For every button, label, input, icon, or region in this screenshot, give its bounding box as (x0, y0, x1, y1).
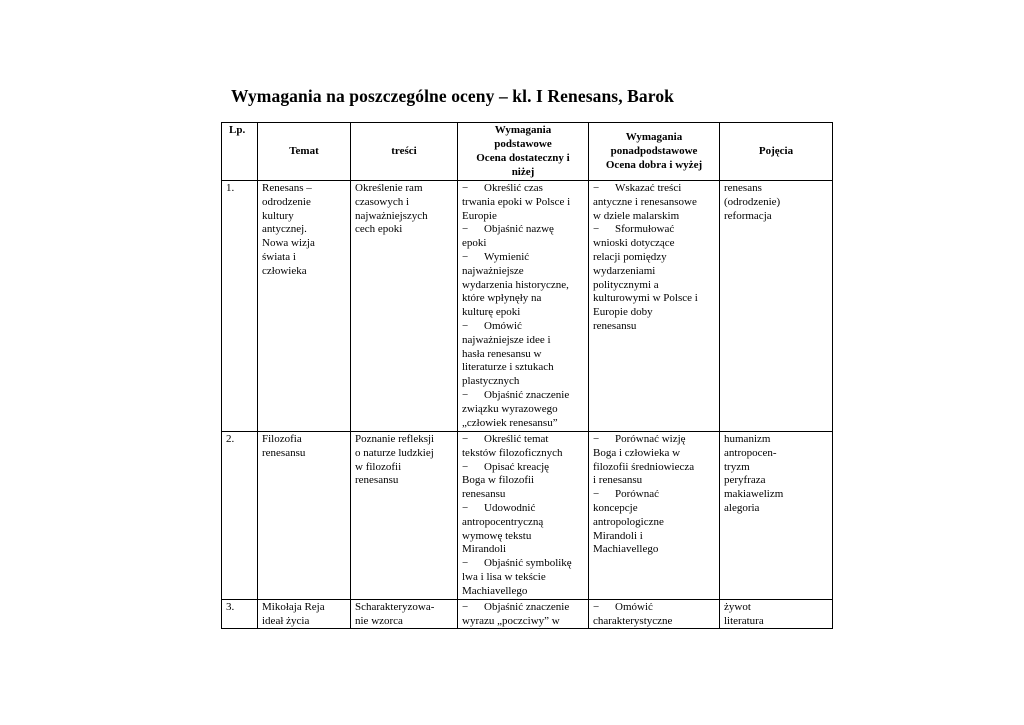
bullet-dash: − (462, 501, 469, 514)
cell-line: cech epoki (355, 223, 403, 236)
bullet-dash: − (593, 433, 600, 445)
cell-pojecia (720, 432, 833, 600)
bullet-text: literaturze i sztukach (462, 361, 554, 374)
cell-bullets (593, 182, 716, 334)
bullet-text: Sformułować (615, 223, 675, 236)
cell-lines (724, 601, 829, 628)
cell-tresci (351, 181, 458, 432)
row-number: 2. (222, 432, 258, 600)
bullet-text: wnioski dotyczące (593, 237, 675, 250)
bullet-text: Omówić (484, 319, 522, 332)
bullet-text: Machiavellego (462, 584, 528, 597)
bullet-text: Omówić (615, 601, 653, 613)
cell-line: (odrodzenie) (724, 195, 781, 208)
bullet-text: Boga i człowieka w (593, 446, 681, 459)
bullet-text: Objaśnić znaczenie (484, 601, 570, 613)
bullet-text: Boga w filozofii (462, 474, 535, 487)
bullet-item-continuation (462, 571, 585, 585)
bullet-item-continuation (593, 251, 716, 265)
bullet-text: wyrazu „poczciwy” w (462, 614, 560, 627)
bullet-item-continuation (593, 447, 716, 461)
header-ponadpodstawowe-line: Ocena dobra i wyżej (605, 158, 703, 171)
bullet-item-continuation (462, 237, 585, 251)
cell-temat (258, 432, 351, 600)
cell-podstawowe (458, 432, 589, 600)
bullet-text: Udowodnić (484, 501, 536, 514)
bullet-text: antropocentryczną (462, 515, 544, 528)
bullet-item-continuation (462, 265, 585, 279)
cell-line: nie wzorca (355, 614, 403, 627)
cell-line: Poznanie refleksji (355, 433, 435, 445)
bullet-item-continuation (462, 516, 585, 530)
bullet-text: tekstów filozoficznych (462, 446, 563, 459)
bullet-text: Określić temat (484, 433, 549, 445)
bullet-text: Wymienić (484, 250, 530, 263)
bullet-text: renesansu (593, 319, 637, 332)
bullet-text: najważniejsze (462, 264, 524, 277)
header-ponadpodstawowe-line: Wymagania (625, 131, 683, 144)
row-number: 1. (222, 181, 258, 432)
bullet-text: Wskazać treści (615, 182, 682, 194)
bullet-item-continuation (462, 196, 585, 210)
bullet-item-continuation (462, 530, 585, 544)
bullet-dash: − (462, 433, 469, 445)
bullet-item (593, 433, 716, 447)
bullet-item-continuation (593, 210, 716, 224)
bullet-item (462, 433, 585, 447)
cell-lines (262, 601, 347, 628)
cell-line: renesans (724, 182, 762, 194)
bullet-text: Porównać (615, 488, 659, 501)
bullet-text: hasła renesansu w (462, 347, 542, 360)
bullet-text: renesansu (462, 488, 506, 501)
bullet-item-continuation (462, 375, 585, 389)
table-row (222, 181, 833, 432)
header-temat: Temat (258, 123, 351, 181)
cell-temat (258, 600, 351, 629)
cell-line: antycznej. (262, 223, 307, 236)
bullet-dash: − (462, 223, 469, 236)
table-header-row (222, 123, 833, 181)
cell-line: świata i (262, 250, 296, 263)
bullet-text: „człowiek renesansu” (462, 416, 558, 429)
bullet-item-continuation (462, 348, 585, 362)
cell-bullets (462, 601, 585, 628)
bullet-item-continuation (462, 334, 585, 348)
bullet-dash: − (593, 488, 600, 501)
cell-lines (262, 433, 347, 461)
bullet-item-continuation (593, 306, 716, 320)
bullet-text: epoki (462, 237, 487, 250)
bullet-text: lwa i lisa w tekście (462, 570, 546, 583)
bullet-text: wydarzenia historyczne, (462, 278, 569, 291)
cell-line: czasowych i (355, 195, 410, 208)
cell-pojecia (720, 600, 833, 629)
cell-temat (258, 181, 351, 432)
bullet-item (593, 488, 716, 502)
cell-line: najważniejszych (355, 209, 428, 222)
bullet-text: Objaśnić nazwę (484, 223, 554, 236)
bullet-item (593, 182, 716, 196)
bullet-text: najważniejsze idee i (462, 333, 551, 346)
bullet-dash: − (462, 388, 469, 401)
bullet-dash: − (462, 182, 469, 194)
cell-line: peryfraza (724, 474, 766, 487)
bullet-text: i renesansu (593, 474, 643, 487)
bullet-text: trwania epoki w Polsce i (462, 195, 571, 208)
bullet-item-continuation (593, 237, 716, 251)
bullet-item (462, 182, 585, 196)
bullet-text: w dziele malarskim (593, 209, 680, 222)
bullet-item (462, 601, 585, 615)
bullet-text: Objaśnić znaczenie (484, 388, 570, 401)
bullet-item-continuation (462, 585, 585, 599)
bullet-item-continuation (462, 279, 585, 293)
bullet-text: Objaśnić symbolikę (484, 557, 572, 570)
bullet-item-continuation (462, 474, 585, 488)
cell-lines (355, 601, 454, 628)
cell-line: alegoria (724, 501, 760, 514)
bullet-text: Określić czas (484, 182, 543, 194)
cell-line: Mikołaja Reja (262, 601, 325, 613)
bullet-text: Mirandoli (462, 543, 506, 556)
bullet-dash: − (462, 319, 469, 332)
bullet-item (593, 223, 716, 237)
header-podstawowe-line: Ocena dostateczny i (476, 152, 570, 164)
bullet-item-continuation (593, 196, 716, 210)
bullet-text: plastycznych (462, 375, 520, 388)
bullet-item-continuation (593, 279, 716, 293)
bullet-item (462, 320, 585, 334)
bullet-dash: − (593, 223, 600, 236)
cell-line: Renesans – (262, 182, 312, 194)
cell-lines (724, 182, 829, 223)
bullet-text: Machiavellego (593, 543, 659, 556)
requirements-table (221, 122, 833, 629)
cell-bullets (462, 182, 585, 430)
bullet-item-continuation (462, 543, 585, 557)
cell-tresci (351, 432, 458, 600)
header-podstawowe-line: podstawowe (494, 138, 552, 151)
bullet-item-continuation (462, 361, 585, 375)
cell-podstawowe (458, 181, 589, 432)
cell-line: kultury (262, 209, 294, 222)
bullet-text: charakterystyczne (593, 614, 673, 627)
document-title: Wymagania na poszczególne oceny – kl. I Renesans, Barok (231, 86, 675, 106)
bullet-text: Mirandoli i (593, 529, 643, 542)
bullet-text: koncepcje (593, 501, 638, 514)
cell-line: tryzm (724, 460, 750, 473)
bullet-item-continuation (593, 461, 716, 475)
row-number: 3. (222, 600, 258, 629)
bullet-item (462, 251, 585, 265)
bullet-text: kulturę epoki (462, 306, 521, 319)
bullet-item-continuation (593, 502, 716, 516)
bullet-item (462, 389, 585, 403)
bullet-item-continuation (462, 488, 585, 502)
bullet-item-continuation (593, 543, 716, 557)
header-lp: Lp. (222, 123, 258, 181)
bullet-item-continuation (593, 265, 716, 279)
cell-lines (262, 182, 347, 279)
cell-line: literatura (724, 614, 764, 627)
cell-line: żywot (724, 601, 751, 613)
bullet-item-continuation (593, 320, 716, 334)
cell-line: odrodzenie (262, 195, 311, 208)
bullet-text: relacji pomiędzy (593, 250, 667, 263)
bullet-item-continuation (593, 474, 716, 488)
cell-tresci (351, 600, 458, 629)
bullet-dash: − (462, 601, 469, 613)
bullet-text: Opisać kreację (484, 460, 550, 473)
bullet-dash: − (462, 250, 469, 263)
cell-line: humanizm (724, 433, 771, 445)
table-row (222, 600, 833, 629)
bullet-item-continuation (462, 403, 585, 417)
cell-ponadpodstawowe (589, 432, 720, 600)
cell-bullets (593, 433, 716, 557)
cell-line: reformacja (724, 209, 772, 222)
bullet-text: kulturowymi w Polsce i (593, 292, 698, 305)
bullet-text: związku wyrazowego (462, 402, 558, 415)
header-tresci: treści (351, 123, 458, 181)
bullet-item-continuation (593, 530, 716, 544)
bullet-text: politycznymi a (593, 278, 659, 291)
bullet-item-continuation (462, 210, 585, 224)
bullet-item (462, 461, 585, 475)
bullet-item (593, 601, 716, 615)
bullet-dash: − (593, 601, 600, 613)
header-podstawowe (458, 123, 589, 181)
header-pojecia: Pojęcia (720, 123, 833, 181)
bullet-text: antropologiczne (593, 515, 664, 528)
bullet-item-continuation (593, 516, 716, 530)
bullet-text: które wpłynęły na (462, 292, 542, 305)
bullet-text: filozofii średniowiecza (593, 460, 695, 473)
header-podstawowe-line: Wymagania (494, 124, 552, 137)
cell-line: antropocen- (724, 446, 777, 459)
bullet-dash: − (462, 557, 469, 570)
cell-line: o naturze ludzkiej (355, 446, 434, 459)
cell-line: w filozofii (355, 460, 402, 473)
bullet-item-continuation (462, 292, 585, 306)
cell-line: renesansu (355, 474, 399, 487)
bullet-item (462, 223, 585, 237)
bullet-item (462, 557, 585, 571)
cell-bullets (462, 433, 585, 599)
cell-line: makiawelizm (724, 488, 784, 501)
bullet-dash: − (462, 460, 469, 473)
cell-bullets (593, 601, 716, 628)
cell-line: człowieka (262, 264, 307, 277)
bullet-item (462, 502, 585, 516)
bullet-item-continuation (462, 447, 585, 461)
cell-line: Scharakteryzowa- (355, 601, 435, 613)
cell-pojecia (720, 181, 833, 432)
header-ponadpodstawowe-line: ponadpodstawowe (610, 145, 698, 158)
cell-line: renesansu (262, 446, 306, 459)
bullet-item-continuation (462, 417, 585, 431)
cell-line: Nowa wizja (262, 237, 315, 250)
bullet-text: Europie (462, 209, 497, 222)
cell-line: ideał życia (262, 614, 310, 627)
cell-line: Określenie ram (355, 182, 423, 194)
cell-lines (355, 182, 454, 237)
bullet-item-continuation (462, 306, 585, 320)
bullet-item-continuation (593, 292, 716, 306)
bullet-text: Porównać wizję (615, 433, 686, 445)
header-podstawowe-line: niżej (511, 165, 535, 178)
cell-line: Filozofia (262, 433, 302, 445)
cell-lines (355, 433, 454, 488)
cell-ponadpodstawowe (589, 600, 720, 629)
bullet-text: wydarzeniami (593, 264, 656, 277)
cell-lines (724, 433, 829, 516)
bullet-item-continuation (462, 615, 585, 628)
cell-ponadpodstawowe (589, 181, 720, 432)
bullet-text: antyczne i renesansowe (593, 195, 697, 208)
table-row (222, 432, 833, 600)
bullet-item-continuation (593, 615, 716, 628)
bullet-text: Europie doby (593, 306, 653, 319)
cell-podstawowe (458, 600, 589, 629)
header-ponadpodstawowe (589, 123, 720, 181)
bullet-dash: − (593, 182, 600, 194)
bullet-text: wymowę tekstu (462, 529, 532, 542)
